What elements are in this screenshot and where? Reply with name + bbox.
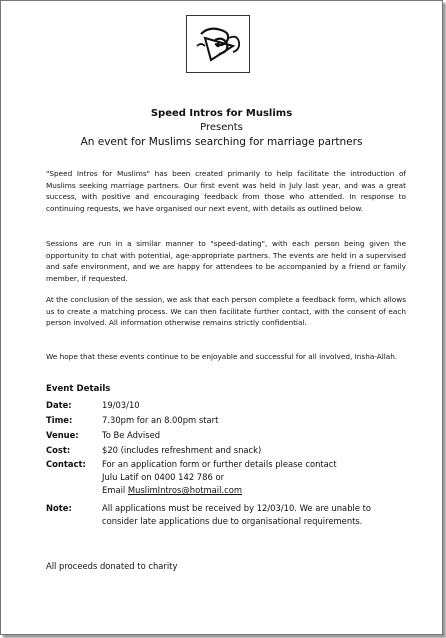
closing-paragraph: We hope that these events continue to be enjoyable and successful for all involved, Insha-Allah.	[46, 352, 398, 361]
calligraphy-logo-icon	[186, 15, 250, 73]
sessions-paragraph: Sessions are run in a similar manner to "speed-dating", with each person being given the opportunity to chat with potential, age-appropriate partners. The events are held in a supervised and safe environment, and we are happy for attendees to be accompanied by a friend or family member, if requested.	[46, 239, 406, 283]
note-label: Note:	[46, 503, 72, 513]
cost-value: $20 (includes refreshment and snack)	[102, 445, 262, 455]
date-value: 19/03/10	[102, 400, 140, 410]
feedback-paragraph: At the conclusion of the session, we ask that each person complete a feedback form, which allows us to create a matching process. We can then facilitate further contact, with the consent of each person involved. All information otherwise remains strictly confidential.	[46, 295, 406, 327]
time-value: 7.30pm for an 8.00pm start	[102, 415, 219, 425]
event-details-heading: Event Details	[46, 384, 111, 394]
contact-label: Contact:	[46, 459, 86, 469]
time-label: Time:	[46, 415, 73, 425]
cost-label: Cost:	[46, 445, 71, 455]
intro-paragraph: "Speed Intros for Muslims" has been created primarily to help facilitate the introduction of Muslims seeking marriage partners. Our first event was held in July last year, and was a great success, with positive and encouraging feedback from those who attended. In response to continuing requests, we have organised our next event, with details as outlined below.	[46, 169, 406, 213]
venue-label: Venue:	[46, 430, 79, 440]
contact-line-1: For an application form or further details please contact	[102, 459, 337, 469]
venue-value: To Be Advised	[102, 430, 161, 440]
email-link[interactable]: MuslimIntros@hotmail.com	[127, 485, 243, 495]
note-value: All applications must be received by 12/03/10. We are unable to consider late applications due to organisational requirements.	[102, 503, 372, 526]
presents-line: Presents	[200, 122, 243, 133]
flyer-subtitle: An event for Muslims searching for marriage partners	[80, 136, 363, 148]
email-prefix: Email	[102, 485, 128, 495]
contact-line-2: Julu Latif on 0400 142 786 or	[102, 472, 225, 482]
contact-value	[102, 458, 402, 497]
flyer-title: Speed Intros for Muslims	[150, 108, 293, 119]
footer-note: All proceeds donated to charity	[46, 561, 178, 571]
date-label: Date:	[46, 400, 72, 410]
